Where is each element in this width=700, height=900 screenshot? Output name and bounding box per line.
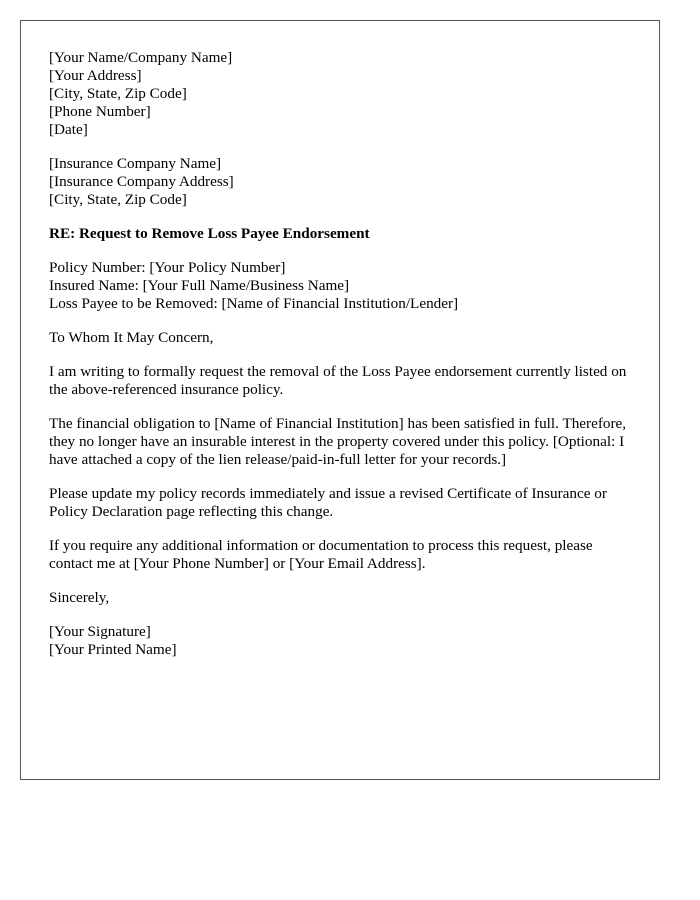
paragraph-update: Please update my policy records immediately and issue a revised Certificate of Insurance or Policy Declaration page reflecting this change. [49, 485, 607, 520]
paragraph-contact: If you require any additional information or documentation to process this request, please contact me at [Your Phone Number] or [Your Email Address]. [49, 537, 593, 572]
signature: [Your Signature] [49, 623, 151, 640]
sender-block [49, 49, 639, 139]
printed-name: [Your Printed Name] [49, 641, 177, 658]
recipient-name: [Insurance Company Name] [49, 155, 222, 172]
recipient-city-state-zip: [City, State, Zip Code] [49, 191, 187, 208]
policy-info-block [49, 259, 639, 313]
letter-body [49, 49, 639, 675]
sender-address: [Your Address] [49, 67, 142, 84]
sender-phone: [Phone Number] [49, 103, 151, 120]
policy-number: Policy Number: [Your Policy Number] [49, 259, 286, 276]
paragraph-obligation: The financial obligation to [Name of Financial Institution] has been satisfied in full. Therefore, they no longer have an insurable interest in the property covered under this policy. [Optional: I have attached a copy of the lien release/paid-in-full letter for your records.] [49, 415, 627, 468]
recipient-address: [Insurance Company Address] [49, 173, 234, 190]
sender-city-state-zip: [City, State, Zip Code] [49, 85, 187, 102]
closing: Sincerely, [49, 589, 110, 606]
sender-name: [Your Name/Company Name] [49, 49, 233, 66]
signature-block [49, 623, 639, 659]
subject-line: RE: Request to Remove Loss Payee Endorsement [49, 225, 370, 242]
letter-date: [Date] [49, 121, 88, 138]
insured-name: Insured Name: [Your Full Name/Business Name] [49, 277, 350, 294]
recipient-block [49, 155, 639, 209]
loss-payee: Loss Payee to be Removed: [Name of Financial Institution/Lender] [49, 295, 459, 312]
paragraph-request: I am writing to formally request the removal of the Loss Payee endorsement currently listed on the above-referenced insurance policy. [49, 363, 627, 398]
salutation: To Whom It May Concern, [49, 329, 214, 346]
